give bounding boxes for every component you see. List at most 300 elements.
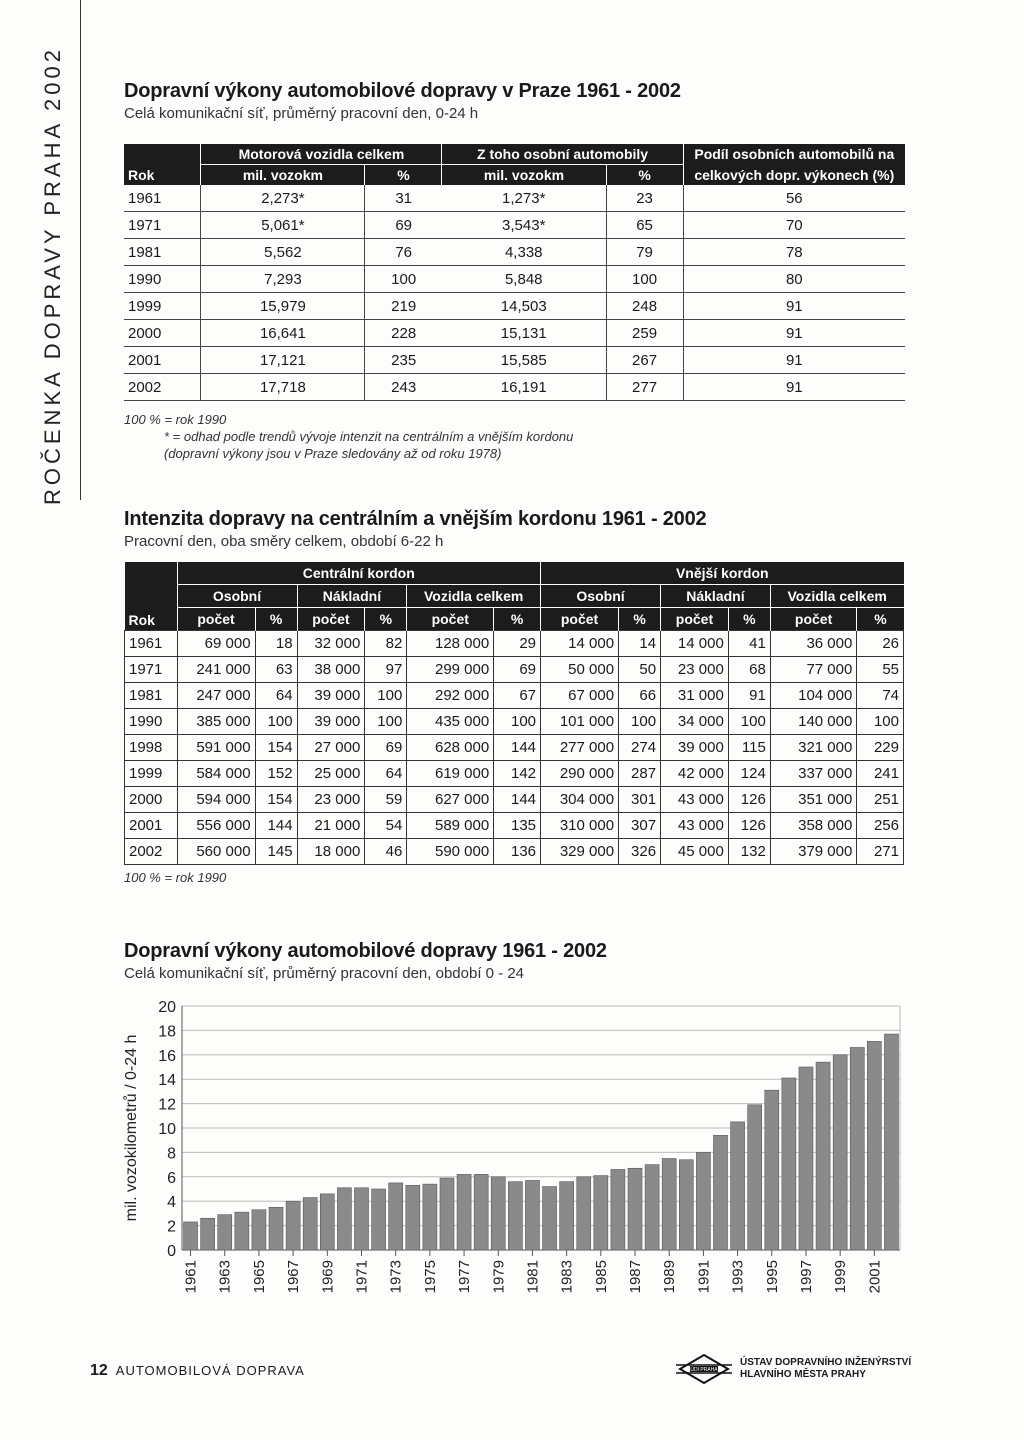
table-cell: 16,191 — [442, 374, 606, 401]
table-cell: 619 000 — [407, 761, 494, 787]
table-cell: 41 — [728, 631, 770, 657]
table-cell: 100 — [365, 709, 407, 735]
table-cell: 304 000 — [541, 787, 619, 813]
bar — [713, 1135, 727, 1250]
table-cell: 104 000 — [770, 683, 857, 709]
table-cell: 14,503 — [442, 293, 606, 320]
col-group-podil: Podíl osobních automobilů na — [683, 144, 905, 165]
col-pct: % — [619, 608, 661, 631]
y-tick-label: 12 — [158, 1096, 176, 1114]
table-cell: 100 — [365, 683, 407, 709]
udi-logo — [676, 1354, 911, 1384]
bar — [833, 1055, 847, 1250]
x-tick-label: 1965 — [250, 1260, 268, 1294]
note-base: 100 % = rok 1990 — [124, 412, 227, 427]
col-pct: % — [728, 608, 770, 631]
section1-notes — [124, 411, 905, 462]
table-cell: 18 000 — [297, 839, 365, 865]
table-cell: 126 — [728, 813, 770, 839]
table-cell: 50 — [619, 657, 661, 683]
col-pocet: počet — [297, 608, 365, 631]
table-cell: 128 000 — [407, 631, 494, 657]
table-cell: 241 000 — [177, 657, 255, 683]
bar — [560, 1182, 574, 1250]
table-cell: 69 — [365, 212, 442, 239]
col-pocet: počet — [541, 608, 619, 631]
table-cell: 435 000 — [407, 709, 494, 735]
table-cell: 32 000 — [297, 631, 365, 657]
table-cell: 2000 — [125, 787, 178, 813]
table-row — [124, 239, 905, 266]
bar — [406, 1185, 420, 1250]
bar — [508, 1182, 522, 1250]
table-cell: 66 — [619, 683, 661, 709]
table-cell: 2002 — [125, 839, 178, 865]
y-tick-label: 0 — [167, 1243, 176, 1260]
table-row — [125, 839, 904, 865]
table-cell: 100 — [365, 266, 442, 293]
table-cell: 379 000 — [770, 839, 857, 865]
table-row — [125, 761, 904, 787]
table-cell: 31 000 — [661, 683, 729, 709]
table-cell: 101 000 — [541, 709, 619, 735]
col-group-osobni: Osobní — [541, 585, 661, 608]
x-tick-label: 1973 — [387, 1260, 405, 1294]
table-cell: 69 — [494, 657, 541, 683]
table-cell: 54 — [365, 813, 407, 839]
col-pocet: počet — [407, 608, 494, 631]
table-cell: 144 — [494, 787, 541, 813]
table-cell: 91 — [683, 374, 905, 401]
table-cell: 100 — [728, 709, 770, 735]
sidebar-rule — [80, 0, 81, 500]
bar — [628, 1168, 642, 1250]
table-cell: 64 — [365, 761, 407, 787]
table-cell: 100 — [619, 709, 661, 735]
bar — [337, 1188, 351, 1250]
table-cell: 591 000 — [177, 735, 255, 761]
bar — [543, 1187, 557, 1250]
table-row — [125, 813, 904, 839]
table-cell: 91 — [683, 293, 905, 320]
table-cell: 1998 — [125, 735, 178, 761]
org-name-1: ÚSTAV DOPRAVNÍHO INŽENÝRSTVÍ — [740, 1357, 912, 1368]
section-kordon-table — [124, 508, 904, 886]
table-cell: 301 — [619, 787, 661, 813]
x-tick-label: 1963 — [216, 1260, 234, 1294]
table-cell: 46 — [365, 839, 407, 865]
table-cell: 144 — [494, 735, 541, 761]
bar — [372, 1189, 386, 1250]
bar — [184, 1222, 198, 1250]
page-footer — [90, 1362, 305, 1380]
table-cell: 34 000 — [661, 709, 729, 735]
table-cell: 79 — [606, 239, 683, 266]
table-cell: 2000 — [124, 320, 201, 347]
bar — [662, 1159, 676, 1251]
table-cell: 45 000 — [661, 839, 729, 865]
table-cell: 152 — [255, 761, 297, 787]
table-cell: 358 000 — [770, 813, 857, 839]
col-rok: Rok — [124, 144, 201, 185]
table-cell: 267 — [606, 347, 683, 374]
table-cell: 310 000 — [541, 813, 619, 839]
table-cell: 91 — [728, 683, 770, 709]
bar — [286, 1201, 300, 1250]
table-cell: 16,641 — [201, 320, 365, 347]
table-cell: 144 — [255, 813, 297, 839]
x-tick-label: 1961 — [182, 1260, 200, 1294]
table-cell: 256 — [857, 813, 904, 839]
table-cell: 115 — [728, 735, 770, 761]
table-cell: 74 — [857, 683, 904, 709]
page-number: 12 — [90, 1362, 108, 1379]
table-cell: 292 000 — [407, 683, 494, 709]
table-cell: 18 — [255, 631, 297, 657]
y-tick-label: 10 — [158, 1121, 176, 1138]
table-row — [125, 735, 904, 761]
table-cell: 1961 — [124, 185, 201, 212]
bar — [389, 1183, 403, 1250]
table-cell: 584 000 — [177, 761, 255, 787]
table-cell: 627 000 — [407, 787, 494, 813]
table-cell: 2001 — [124, 347, 201, 374]
table-cell: 132 — [728, 839, 770, 865]
table-cell: 77 000 — [770, 657, 857, 683]
x-tick-label: 1969 — [319, 1260, 337, 1294]
table-cell: 69 — [365, 735, 407, 761]
table-cell: 2002 — [124, 374, 201, 401]
table-row — [125, 657, 904, 683]
col-group-nakladni: Nákladní — [661, 585, 771, 608]
table-cell: 70 — [683, 212, 905, 239]
y-tick-label: 4 — [167, 1194, 176, 1212]
table-cell: 241 — [857, 761, 904, 787]
table-cell: 243 — [365, 374, 442, 401]
table-cell: 39 000 — [661, 735, 729, 761]
table-cell: 100 — [606, 266, 683, 293]
table-cell: 25 000 — [297, 761, 365, 787]
col-group-vozidla: Vozidla celkem — [770, 585, 903, 608]
table-row — [124, 212, 905, 239]
bar — [696, 1152, 710, 1250]
table-cell: 1,273* — [442, 185, 606, 212]
section-vykony-table — [124, 80, 905, 462]
col-pocet: počet — [177, 608, 255, 631]
bar — [235, 1212, 249, 1250]
table-cell: 39 000 — [297, 683, 365, 709]
table-cell: 229 — [857, 735, 904, 761]
section1-subtitle: Celá komunikační síť, průměrný pracovní den, 0-24 h — [124, 105, 479, 122]
table-row — [124, 374, 905, 401]
y-tick-label: 20 — [158, 999, 176, 1016]
table-cell: 247 000 — [177, 683, 255, 709]
bar — [320, 1194, 334, 1250]
bar — [884, 1034, 898, 1250]
table-cell: 14 000 — [541, 631, 619, 657]
footer-section: AUTOMOBILOVÁ DOPRAVA — [115, 1363, 305, 1378]
table-row — [124, 266, 905, 293]
table-cell: 23 — [606, 185, 683, 212]
table-cell: 23 000 — [297, 787, 365, 813]
table-cell: 228 — [365, 320, 442, 347]
col-pct-2: % — [606, 165, 683, 186]
y-axis-label: mil. vozokilometrů / 0-24 h — [123, 1034, 140, 1222]
table-row — [125, 683, 904, 709]
bar — [491, 1177, 505, 1250]
col-group-central: Centrální kordon — [177, 562, 541, 585]
bar — [816, 1062, 830, 1250]
x-tick-label: 1995 — [763, 1260, 781, 1294]
table-cell: 14 — [619, 631, 661, 657]
table-cell: 1981 — [125, 683, 178, 709]
table-cell: 1999 — [124, 293, 201, 320]
table-cell: 321 000 — [770, 735, 857, 761]
table-cell: 78 — [683, 239, 905, 266]
table-cell: 628 000 — [407, 735, 494, 761]
table-cell: 135 — [494, 813, 541, 839]
table-cell: 259 — [606, 320, 683, 347]
y-tick-label: 16 — [158, 1047, 176, 1065]
bar — [765, 1090, 779, 1250]
table-cell: 337 000 — [770, 761, 857, 787]
table-cell: 277 000 — [541, 735, 619, 761]
table-cell: 59 — [365, 787, 407, 813]
bar — [525, 1180, 539, 1250]
col-pct: % — [857, 608, 904, 631]
section3-title: Dopravní výkony automobilové dopravy 1961 - 2002 — [124, 940, 607, 962]
table-cell: 91 — [683, 347, 905, 374]
table-cell: 38 000 — [297, 657, 365, 683]
udi-logo-badge: ÚDI PRAHA — [690, 1367, 718, 1373]
table-cell: 235 — [365, 347, 442, 374]
table-cell: 154 — [255, 787, 297, 813]
table-cell: 100 — [255, 709, 297, 735]
table-cell: 329 000 — [541, 839, 619, 865]
bar — [645, 1165, 659, 1250]
vykony-table — [124, 144, 905, 401]
table-cell: 31 — [365, 185, 442, 212]
table-row — [125, 709, 904, 735]
table-cell: 5,061* — [201, 212, 365, 239]
bar — [867, 1041, 881, 1250]
note-estimate: * = odhad podle trendů vývoje intenzit na centrálním a vnějším kordonu — [164, 429, 574, 444]
table-cell: 43 000 — [661, 813, 729, 839]
table-row — [124, 347, 905, 374]
table-cell: 15,585 — [442, 347, 606, 374]
table-cell: 100 — [494, 709, 541, 735]
bar — [679, 1160, 693, 1250]
col-pct: % — [494, 608, 541, 631]
bar — [423, 1184, 437, 1250]
x-tick-label: 1971 — [353, 1260, 371, 1294]
table-cell: 351 000 — [770, 787, 857, 813]
col-group-osobni: Osobní — [177, 585, 297, 608]
bar — [731, 1122, 745, 1250]
table-cell: 140 000 — [770, 709, 857, 735]
bar — [457, 1174, 471, 1250]
col-pocet: počet — [661, 608, 729, 631]
col-group-outer: Vnější kordon — [541, 562, 904, 585]
table-cell: 277 — [606, 374, 683, 401]
table-cell: 14 000 — [661, 631, 729, 657]
kordon-table — [124, 562, 904, 865]
x-tick-label: 1999 — [832, 1260, 850, 1294]
x-tick-label: 1983 — [558, 1260, 576, 1294]
bar — [201, 1218, 215, 1250]
bar — [252, 1210, 266, 1250]
x-tick-label: 1985 — [592, 1260, 610, 1294]
table-cell: 274 — [619, 735, 661, 761]
table-cell: 219 — [365, 293, 442, 320]
y-tick-label: 14 — [158, 1072, 176, 1090]
col-pct: % — [365, 608, 407, 631]
table-cell: 82 — [365, 631, 407, 657]
table-row — [125, 787, 904, 813]
table-cell: 124 — [728, 761, 770, 787]
section2-note: 100 % = rok 1990 — [124, 870, 227, 885]
col-pct-1: % — [365, 165, 442, 186]
col-rok: Rok — [125, 562, 178, 631]
table-cell: 1981 — [124, 239, 201, 266]
table-cell: 126 — [728, 787, 770, 813]
y-tick-label: 2 — [167, 1218, 176, 1236]
table-cell: 1999 — [125, 761, 178, 787]
table-cell: 15,131 — [442, 320, 606, 347]
table-cell: 560 000 — [177, 839, 255, 865]
section2-title: Intenzita dopravy na centrálním a vnějším kordonu 1961 - 2002 — [124, 508, 707, 530]
table-cell: 248 — [606, 293, 683, 320]
table-cell: 154 — [255, 735, 297, 761]
section3-subtitle: Celá komunikační síť, průměrný pracovní den, období 0 - 24 — [124, 965, 525, 982]
table-cell: 97 — [365, 657, 407, 683]
table-cell: 76 — [365, 239, 442, 266]
col-mil-2: mil. vozokm — [442, 165, 606, 186]
x-tick-label: 1987 — [627, 1260, 645, 1294]
col-pocet: počet — [770, 608, 857, 631]
section-chart — [124, 940, 607, 982]
bar — [799, 1067, 813, 1250]
bar — [303, 1198, 317, 1250]
bar — [354, 1188, 368, 1250]
col-pct: % — [255, 608, 297, 631]
col-mil-1: mil. vozokm — [201, 165, 365, 186]
table-cell: 136 — [494, 839, 541, 865]
bar — [611, 1169, 625, 1250]
table-cell: 271 — [857, 839, 904, 865]
table-cell: 1971 — [124, 212, 201, 239]
table-cell: 326 — [619, 839, 661, 865]
table-cell: 17,718 — [201, 374, 365, 401]
table-cell: 91 — [683, 320, 905, 347]
col-group-vozidla: Vozidla celkem — [407, 585, 541, 608]
table-cell: 67 — [494, 683, 541, 709]
x-tick-label: 1975 — [421, 1260, 439, 1294]
table-cell: 1990 — [125, 709, 178, 735]
table-cell: 307 — [619, 813, 661, 839]
table-cell: 42 000 — [661, 761, 729, 787]
udi-logo-icon — [676, 1354, 732, 1384]
table-cell: 251 — [857, 787, 904, 813]
table-cell: 15,979 — [201, 293, 365, 320]
x-tick-label: 2001 — [866, 1260, 884, 1294]
table-row — [124, 293, 905, 320]
table-cell: 43 000 — [661, 787, 729, 813]
table-cell: 21 000 — [297, 813, 365, 839]
table-cell: 1990 — [124, 266, 201, 293]
bar — [594, 1176, 608, 1250]
table-cell: 55 — [857, 657, 904, 683]
table-cell: 27 000 — [297, 735, 365, 761]
col-group-motorova: Motorová vozidla celkem — [201, 144, 442, 165]
x-tick-label: 1977 — [456, 1260, 474, 1294]
bar — [577, 1177, 591, 1250]
table-cell: 36 000 — [770, 631, 857, 657]
table-cell: 65 — [606, 212, 683, 239]
table-cell: 2001 — [125, 813, 178, 839]
x-tick-label: 1997 — [797, 1260, 815, 1294]
table-cell: 100 — [857, 709, 904, 735]
table-row — [125, 631, 904, 657]
bar — [269, 1207, 283, 1250]
note-since-1978: (dopravní výkony jsou v Praze sledovány až od roku 1978) — [164, 446, 502, 461]
table-cell: 590 000 — [407, 839, 494, 865]
table-cell: 145 — [255, 839, 297, 865]
table-row — [124, 320, 905, 347]
x-tick-label: 1991 — [695, 1260, 713, 1294]
table-cell: 3,543* — [442, 212, 606, 239]
x-tick-label: 1981 — [524, 1260, 542, 1294]
table-cell: 5,848 — [442, 266, 606, 293]
table-cell: 50 000 — [541, 657, 619, 683]
table-cell: 385 000 — [177, 709, 255, 735]
col-group-osobni: Z toho osobní automobily — [442, 144, 683, 165]
x-tick-label: 1967 — [285, 1260, 303, 1294]
table-cell: 23 000 — [661, 657, 729, 683]
table-cell: 1971 — [125, 657, 178, 683]
x-tick-label: 1993 — [729, 1260, 747, 1294]
section2-subtitle: Pracovní den, oba směry celkem, období 6-22 h — [124, 533, 444, 550]
table-cell: 5,562 — [201, 239, 365, 266]
bar — [218, 1215, 232, 1250]
table-cell: 594 000 — [177, 787, 255, 813]
table-cell: 589 000 — [407, 813, 494, 839]
table-cell: 1961 — [125, 631, 178, 657]
org-name-2: HLAVNÍHO MĚSTA PRAHY — [740, 1369, 866, 1380]
section1-title: Dopravní výkony automobilové dopravy v Praze 1961 - 2002 — [124, 80, 681, 102]
table-cell: 69 000 — [177, 631, 255, 657]
col-group-nakladni: Nákladní — [297, 585, 407, 608]
table-cell: 556 000 — [177, 813, 255, 839]
bar — [782, 1078, 796, 1250]
table-cell: 68 — [728, 657, 770, 683]
table-row — [124, 185, 905, 212]
y-tick-label: 6 — [167, 1169, 176, 1187]
table-cell: 26 — [857, 631, 904, 657]
table-cell: 142 — [494, 761, 541, 787]
x-tick-label: 1989 — [661, 1260, 679, 1294]
table-cell: 80 — [683, 266, 905, 293]
table-cell: 7,293 — [201, 266, 365, 293]
bar — [748, 1105, 762, 1250]
col-podil-sub: celkových dopr. výkonech (%) — [683, 165, 905, 186]
vykony-bar-chart — [100, 990, 920, 1320]
sidebar-title: ROČENKA DOPRAVY PRAHA 2002 — [40, 46, 65, 505]
table-cell: 39 000 — [297, 709, 365, 735]
table-cell: 290 000 — [541, 761, 619, 787]
table-cell: 17,121 — [201, 347, 365, 374]
table-cell: 4,338 — [442, 239, 606, 266]
